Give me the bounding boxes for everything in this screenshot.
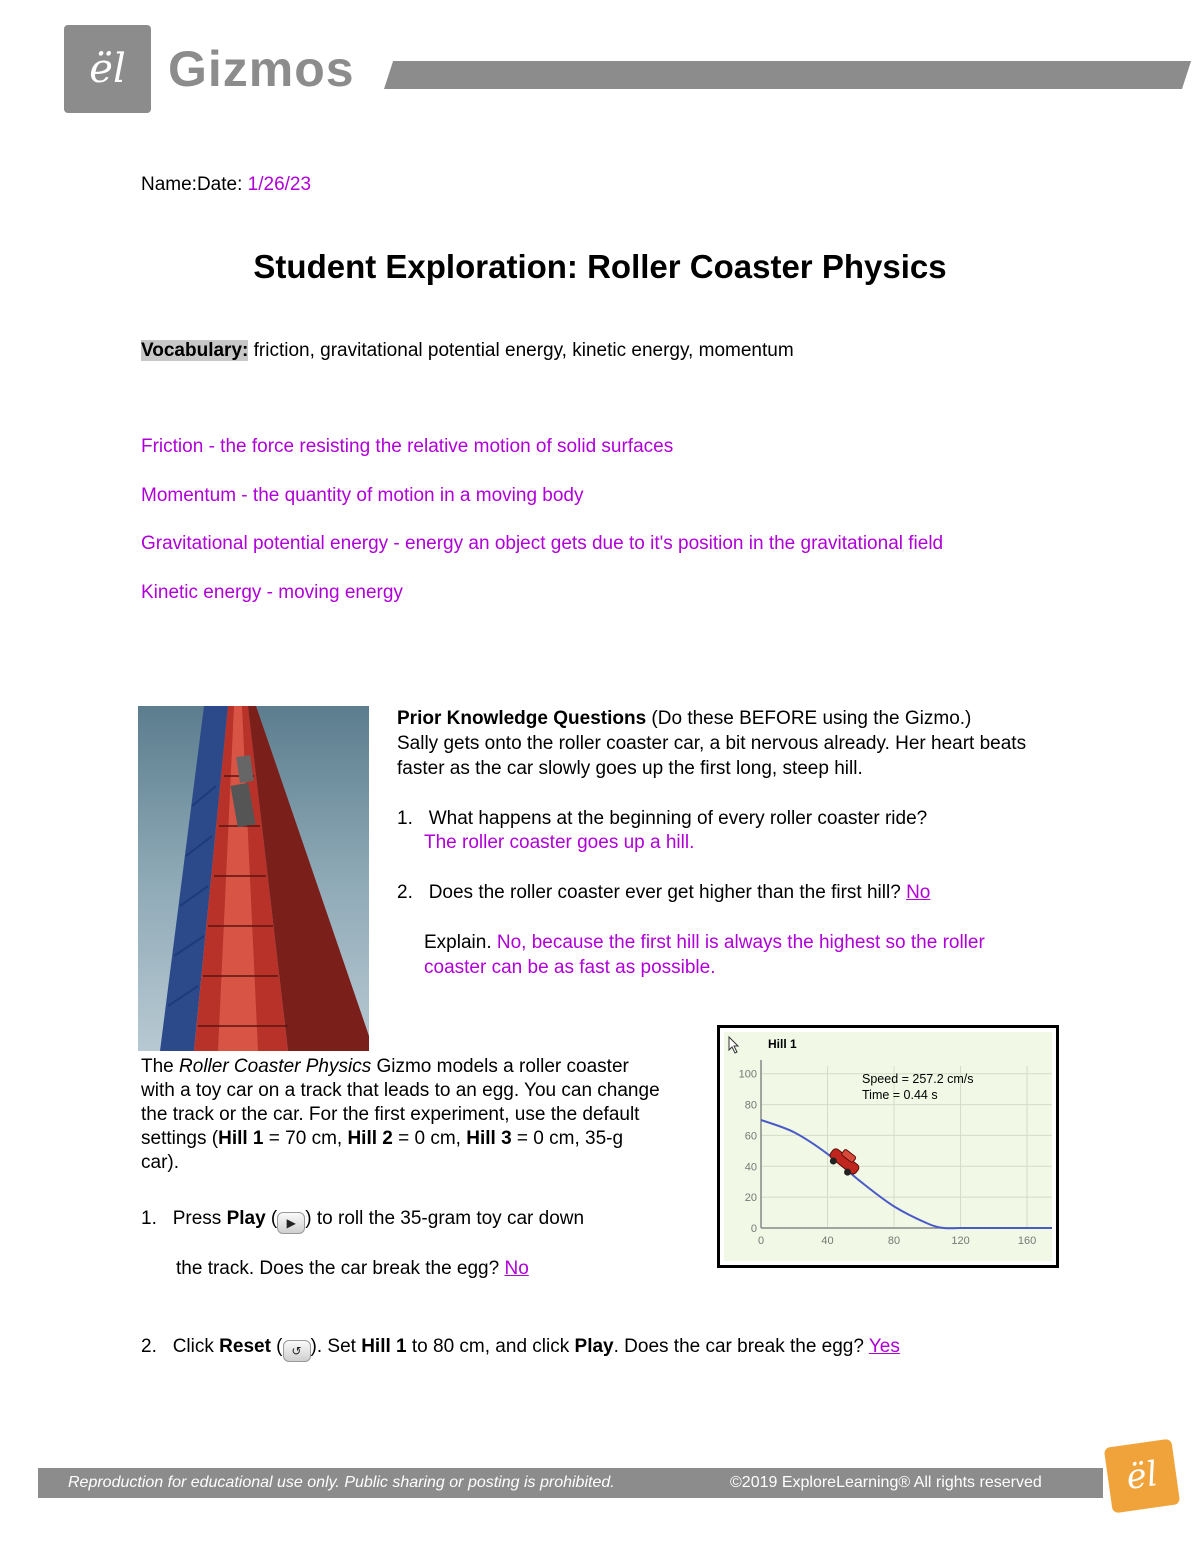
question-2-number: 2.	[397, 882, 413, 903]
explain-answer: No, because the first hill is always the highest so the roller coaster can be as fast as possible.	[424, 932, 985, 978]
y-tick-label: 60	[744, 1130, 757, 1143]
step-1-text-a: Press	[172, 1208, 227, 1229]
vocabulary-terms: friction, gravitational potential energy, kinetic energy, momentum	[248, 340, 794, 361]
page-title: Student Exploration: Roller Coaster Physics	[253, 248, 947, 285]
prior-knowledge-heading-line	[397, 706, 1077, 731]
step-1	[141, 1206, 661, 1234]
vocabulary-line	[141, 340, 794, 362]
step-2-answer: Yes	[868, 1336, 900, 1357]
time-readout: Time = 0.44 s	[862, 1088, 938, 1102]
question-1-text: What happens at the beginning of every roller coaster ride?	[428, 808, 928, 829]
x-tick-label: 80	[887, 1235, 901, 1247]
question-2	[397, 880, 1077, 905]
question-1-number: 1.	[397, 808, 413, 829]
hill-2-label: Hill 2	[347, 1128, 393, 1149]
name-date-line	[141, 174, 311, 196]
gizmo-simulation-screenshot	[717, 1025, 1059, 1268]
gizmo-intro-text	[141, 1055, 661, 1175]
explorelearning-logo	[64, 25, 151, 113]
track-curve	[761, 1120, 1052, 1228]
step-1-text-c: ) to roll the 35-gram toy car down	[305, 1208, 585, 1229]
y-tick-label: 40	[744, 1161, 757, 1174]
roller-coaster-photo	[138, 706, 369, 1051]
explain-block	[424, 930, 1024, 980]
toy-car	[826, 1143, 864, 1179]
step-2-text-c: ). Set	[310, 1336, 362, 1357]
speed-readout: Speed = 257.2 cm/s	[862, 1072, 974, 1086]
step-2-text-b: (	[270, 1336, 283, 1357]
x-tick-label: 40	[821, 1235, 834, 1247]
footer-disclaimer: Reproduction for educational use only. Public sharing or posting is prohibited.	[68, 1474, 615, 1491]
intro-text-3: Gizmo models a roller coaster with a toy car on a track that leads to an egg. You can change the track or the car. For the first experiment, use the default settings (	[141, 1056, 660, 1149]
logo-text: ël	[89, 46, 126, 92]
gizmo-intro	[141, 1055, 661, 1175]
footer-copyright: ©2019 ExploreLearning® All rights reserved	[730, 1474, 1042, 1491]
brand-name: Gizmos	[168, 41, 355, 97]
explain-label: Explain.	[424, 932, 492, 953]
question-1-answer: The roller coaster goes up a hill.	[424, 832, 695, 853]
y-tick-label: 100	[738, 1068, 757, 1081]
prior-knowledge-note: (Do these BEFORE using the Gizmo.)	[646, 708, 972, 729]
question-1	[397, 806, 1077, 831]
question-2-answer: No	[906, 882, 931, 903]
reset-icon: ↺	[283, 1340, 311, 1362]
cursor-icon	[729, 1037, 738, 1053]
y-tick-label: 80	[744, 1099, 757, 1112]
step-1-question	[176, 1256, 529, 1281]
step-2-hill-label: Hill 1	[361, 1336, 407, 1357]
x-tick-label: 120	[951, 1235, 970, 1247]
step-2-text-d: to 80 cm, and click	[406, 1336, 575, 1357]
definition-gravitational-potential-energy: Gravitational potential energy - energy an object gets due to it's position in the gravitational field	[141, 533, 944, 554]
step-1-text-d: the track. Does the car break the egg?	[176, 1258, 500, 1279]
play-icon: ▶	[277, 1212, 305, 1234]
hill-chart	[724, 1032, 1052, 1261]
footer-logo	[1104, 1439, 1181, 1514]
x-tick-label: 160	[1017, 1235, 1037, 1247]
definition-momentum: Momentum - the quantity of motion in a moving body	[141, 485, 584, 506]
header-bar	[384, 61, 1191, 89]
step-1-play-label: Play	[226, 1208, 266, 1229]
intro-text-4: = 70 cm,	[263, 1128, 348, 1149]
definition-friction: Friction - the force resisting the relative motion of solid surfaces	[141, 436, 674, 457]
intro-text-5: = 0 cm,	[392, 1128, 467, 1149]
intro-text-6: = 0 cm, 35-g car).	[141, 1128, 624, 1173]
definition-kinetic-energy: Kinetic energy - moving energy	[141, 582, 403, 603]
y-tick-label: 20	[744, 1192, 757, 1205]
vocabulary-label: Vocabulary:	[141, 340, 249, 361]
x-tick-label: 0	[757, 1235, 765, 1247]
step-2	[141, 1334, 1081, 1362]
prior-knowledge-section	[397, 706, 1077, 781]
intro-text-1: The	[141, 1056, 180, 1077]
step-1-answer: No	[504, 1258, 529, 1279]
step-1-text-b: (	[265, 1208, 278, 1229]
footer-logo-text: ël	[1123, 1454, 1161, 1498]
hill-1-label: Hill 1	[218, 1128, 264, 1149]
question-2-text: Does the roller coaster ever get higher than the first hill?	[428, 882, 901, 903]
step-1-number: 1.	[141, 1208, 157, 1229]
hill-3-label: Hill 3	[466, 1128, 512, 1149]
prior-knowledge-intro: Sally gets onto the roller coaster car, a bit nervous already. Her heart beats faster as the car slowly goes up the first long, steep hill.	[397, 733, 1027, 779]
gizmo-name: Roller Coaster Physics	[179, 1056, 372, 1077]
step-2-play-label: Play	[574, 1336, 614, 1357]
step-2-number: 2.	[141, 1336, 157, 1357]
step-2-reset-label: Reset	[219, 1336, 271, 1357]
step-2-text-e: . Does the car break the egg?	[613, 1336, 864, 1357]
hill-label: Hill 1	[768, 1037, 797, 1051]
step-2-text-a: Click	[172, 1336, 220, 1357]
y-tick-label: 0	[750, 1223, 757, 1235]
name-date-label: Name:Date:	[141, 174, 248, 195]
prior-knowledge-heading: Prior Knowledge Questions	[397, 708, 647, 729]
date-value: 1/26/23	[247, 174, 312, 195]
